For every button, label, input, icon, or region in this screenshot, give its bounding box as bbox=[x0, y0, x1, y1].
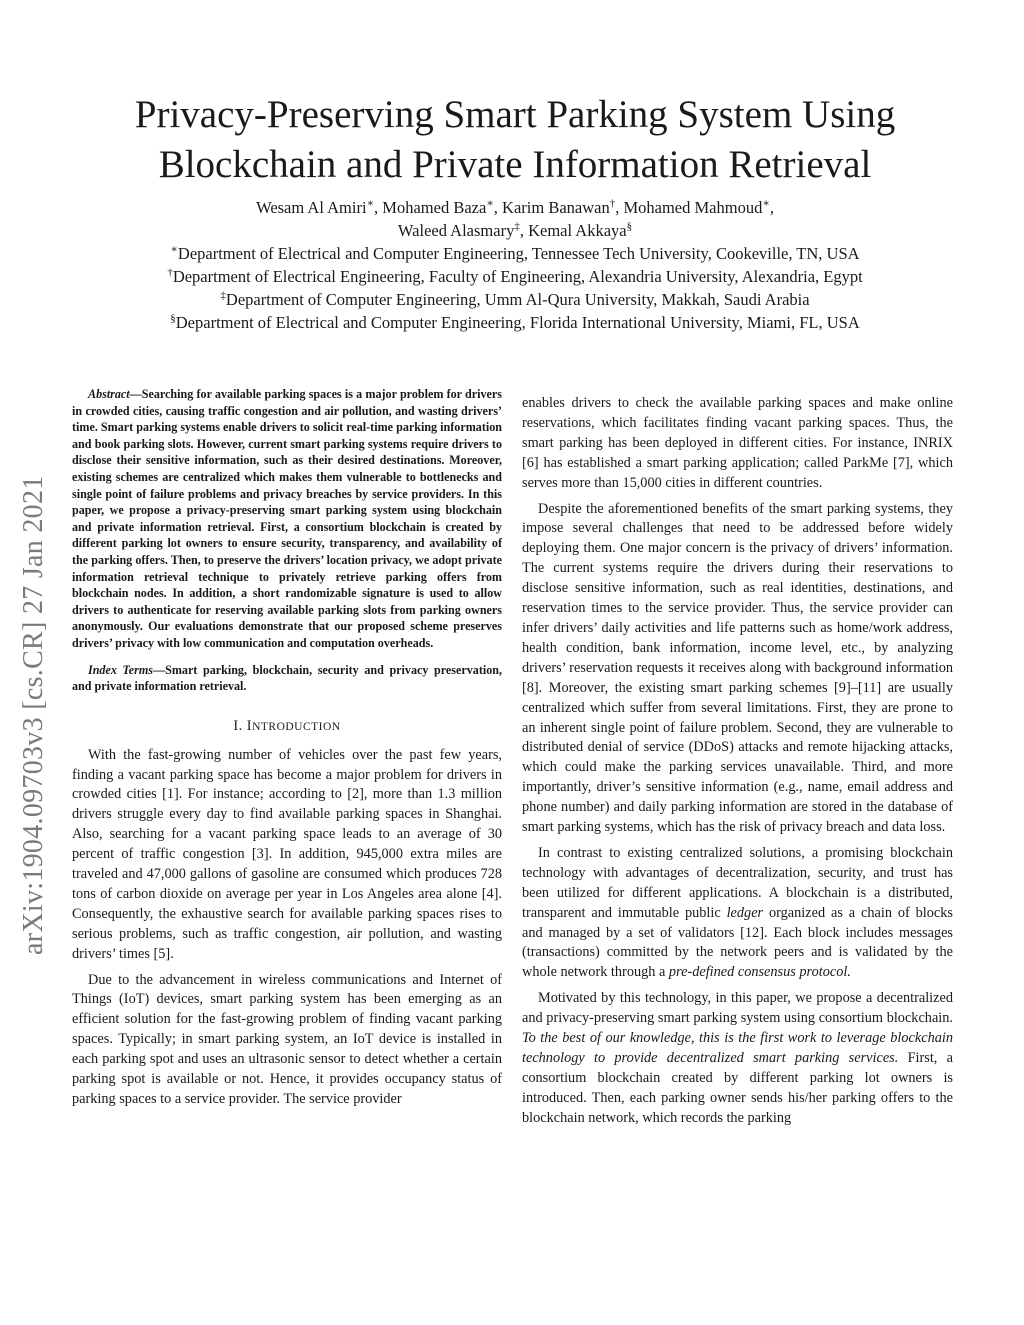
affiliation-mark: ∗ bbox=[486, 197, 494, 210]
author-name: Kemal Akkaya bbox=[528, 221, 627, 240]
title-line-2: Blockchain and Private Information Retrieval bbox=[158, 143, 872, 186]
affiliation-text: Department of Electrical Engineering, Faculty of Engineering, Alexandria University, Alexandria, Egypt bbox=[172, 267, 863, 286]
author-line-2: Waleed Alasmary‡, Kemal Akkaya§ bbox=[397, 220, 633, 240]
section-initial: I bbox=[246, 717, 253, 734]
author-name: Waleed Alasmary bbox=[397, 221, 515, 240]
affiliation-mark: § bbox=[170, 312, 176, 325]
affiliation-4 bbox=[60, 311, 970, 334]
abstract-label: Abstract bbox=[88, 387, 130, 401]
author-name: Mohamed Mahmoud bbox=[623, 198, 763, 217]
paragraph: enables drivers to check the available parking spaces and make online reservations, which facilitates finding vacant parking spaces. Thus, the smart parking has been deployed in different cities. For instance, INRIX [6] has established a smart parking application; called ParkMe [7], which serves more than 15,000 cities in different countries. bbox=[522, 395, 953, 491]
section-heading-introduction bbox=[72, 717, 502, 738]
title-line-1: Privacy-Preserving Smart Parking System Using bbox=[134, 93, 896, 136]
affiliation-3 bbox=[60, 288, 970, 311]
affiliation-2 bbox=[60, 265, 970, 288]
text-run: In contrast to existing centralized solutions, a promising blockchain technology with advantages of decentralization, security, and trust has been utilized for different applications. A blockchain is a distributed, transparent and immutable public bbox=[522, 844, 953, 921]
author-block bbox=[60, 196, 970, 334]
affiliation-mark: § bbox=[626, 220, 633, 233]
emphasis: ledger bbox=[726, 904, 764, 921]
affiliation-mark: ‡ bbox=[220, 289, 226, 302]
affiliation-mark: ∗ bbox=[366, 197, 375, 210]
author-name: Mohamed Baza bbox=[382, 198, 487, 217]
index-terms-text: —Smart parking, blockchain, security and privacy preservation, and private information retrieval. bbox=[72, 662, 502, 694]
author-name: Wesam Al Amiri bbox=[256, 198, 367, 217]
emphasis: pre-defined consensus protocol. bbox=[668, 964, 851, 981]
text-run: First, a consortium blockchain created by different parking lot owners is introduced. Then, each parking owner sends his/her parking offers to the blockchain network, which records the parking bbox=[522, 1050, 953, 1126]
affiliation-mark: ‡ bbox=[514, 220, 520, 233]
author-line-1: Wesam Al Amiri∗, Mohamed Baza∗, Karim Banawan†, Mohamed Mahmoud∗, bbox=[256, 197, 774, 217]
text-run: organized as a chain of blocks and managed by a set of validators [12]. Each block includes messages (transactions) committed by the network peers and is validated by the whole network through a bbox=[522, 904, 953, 981]
right-column bbox=[522, 394, 953, 1135]
affiliation-1 bbox=[60, 242, 970, 265]
paragraph: Despite the aforementioned benefits of the smart parking systems, they impose several challenges that need to be addressed before widely deploying them. One major concern is the privacy of drivers’ information. The current systems require the drivers during their reservations to disclose sensitive information, such as real identities, destinations, and reservation times to the service provider. Thus, the service provider can infer drivers’ daily activities and life patterns such as home/work address, health condition, bank information, income level, etc., by analyzing drivers’ reservation requests it receives along with background information [8]. Moreover, the existing smart parking schemes [9]–[11] are usually centralized which suffer from several limitations. First, they are prone to an inherent single point of failure problem. Second, they are vulnerable to distributed denial of service (DDoS) attacks and remote hijacking attacks, which could make the parking services unavailable. Third, and more importantly, driver’s sensitive information (e.g., name, email address and phone number) and daily parking information are stored in the database of smart parking systems, which has the risk of privacy breach and data loss. bbox=[522, 500, 953, 836]
author-name: Karim Banawan bbox=[502, 198, 610, 217]
paragraph bbox=[522, 989, 953, 1128]
affiliation-mark: † bbox=[609, 197, 616, 210]
index-terms-label: Index Terms bbox=[88, 662, 153, 677]
affiliation-mark: ∗ bbox=[170, 243, 178, 256]
emphasis: To the best of our knowledge, this is the first work to leverage blockchain technology to provide decentralized smart parking services. bbox=[522, 1030, 953, 1066]
affiliation-text: Department of Electrical and Computer Engineering, Tennessee Tech University, Cookeville, TN, USA bbox=[177, 244, 860, 263]
affiliation-mark: † bbox=[167, 266, 173, 279]
index-terms bbox=[72, 662, 502, 695]
paragraph: Due to the advancement in wireless communications and Internet of Things (IoT) devices, smart parking system has been emerging as an efficient solution for the fast-growing problem of finding vacant parking spaces. Typically; in smart parking system, an IoT device is installed in each parking spot and uses an ultrasonic sensor to detect whether a certain parking spot is available or not. Hence, it provides occupancy status of parking spaces to a service provider. The service provider bbox=[72, 971, 502, 1107]
affiliation-mark: ∗ bbox=[762, 197, 770, 210]
section-title-rest: NTRODUCTION bbox=[252, 720, 341, 733]
paragraph: With the fast-growing number of vehicles over the past few years, finding a vacant parking space has become a major problem for drivers in crowded cities [1]. For instance; according to [2], more than 1.3 million drivers struggle every day to find available parking spaces in Shanghai. Also, searching for a vacant parking space leads to an average of 30 percent of traffic congestion [3]. In addition, 945,000 extra miles are traveled and 47,000 gallons of gasoline are consumed which produces 728 tons of carbon dioxide on average per year in Los Angeles area alone [4]. Consequently, the exhaustive search for available parking spaces rises to serious problems, such as traffic congestion, air pollution, and wasting drivers’ times [5]. bbox=[72, 746, 502, 962]
paragraph bbox=[522, 844, 953, 983]
abstract bbox=[72, 386, 502, 652]
affiliation-text: Department of Computer Engineering, Umm Al-Qura University, Makkah, Saudi Arabia bbox=[225, 290, 810, 309]
affiliation-text: Department of Electrical and Computer Engineering, Florida International University, Miami, FL, USA bbox=[175, 313, 860, 332]
arxiv-identifier: arXiv:1904.09703v3 [cs.CR] 27 Jan 2021 bbox=[18, 475, 49, 955]
paper-title bbox=[60, 90, 970, 190]
text-run: Motivated by this technology, in this paper, we propose a decentralized and privacy-preserving smart parking system using consortium blockchain. bbox=[522, 990, 953, 1027]
section-number: I. bbox=[233, 717, 243, 734]
abstract-text: —Searching for available parking spaces is a major problem for drivers in crowded cities, causing traffic congestion and air pollution, and wasting drivers’ time. Smart parking systems enable drivers to solicit real-time parking information and book parking slots. However, current smart parking systems require drivers to disclose their sensitive information, such as their desired destinations. Moreover, existing schemes are centralized which makes them vulnerable to bottlenecks and single point of failure problems and privacy breaches by service providers. In this paper, we propose a privacy-preserving smart parking system using blockchain and private information retrieval. First, a consortium blockchain is created by different parking lot owners to ensure security, transparency, and availability of the parking offers. Then, to preserve the drivers’ location privacy, we adopt private information retrieval technique to privately retrieve parking offers from blockchain nodes. In addition, a short randomizable signature is used to allow drivers to authenticate for reserving available parking slots from parking owners anonymously. Our evaluations demonstrate that our proposed scheme preserves drivers’ privacy with low communication and computation overheads. bbox=[72, 387, 502, 650]
left-column bbox=[72, 386, 502, 1116]
